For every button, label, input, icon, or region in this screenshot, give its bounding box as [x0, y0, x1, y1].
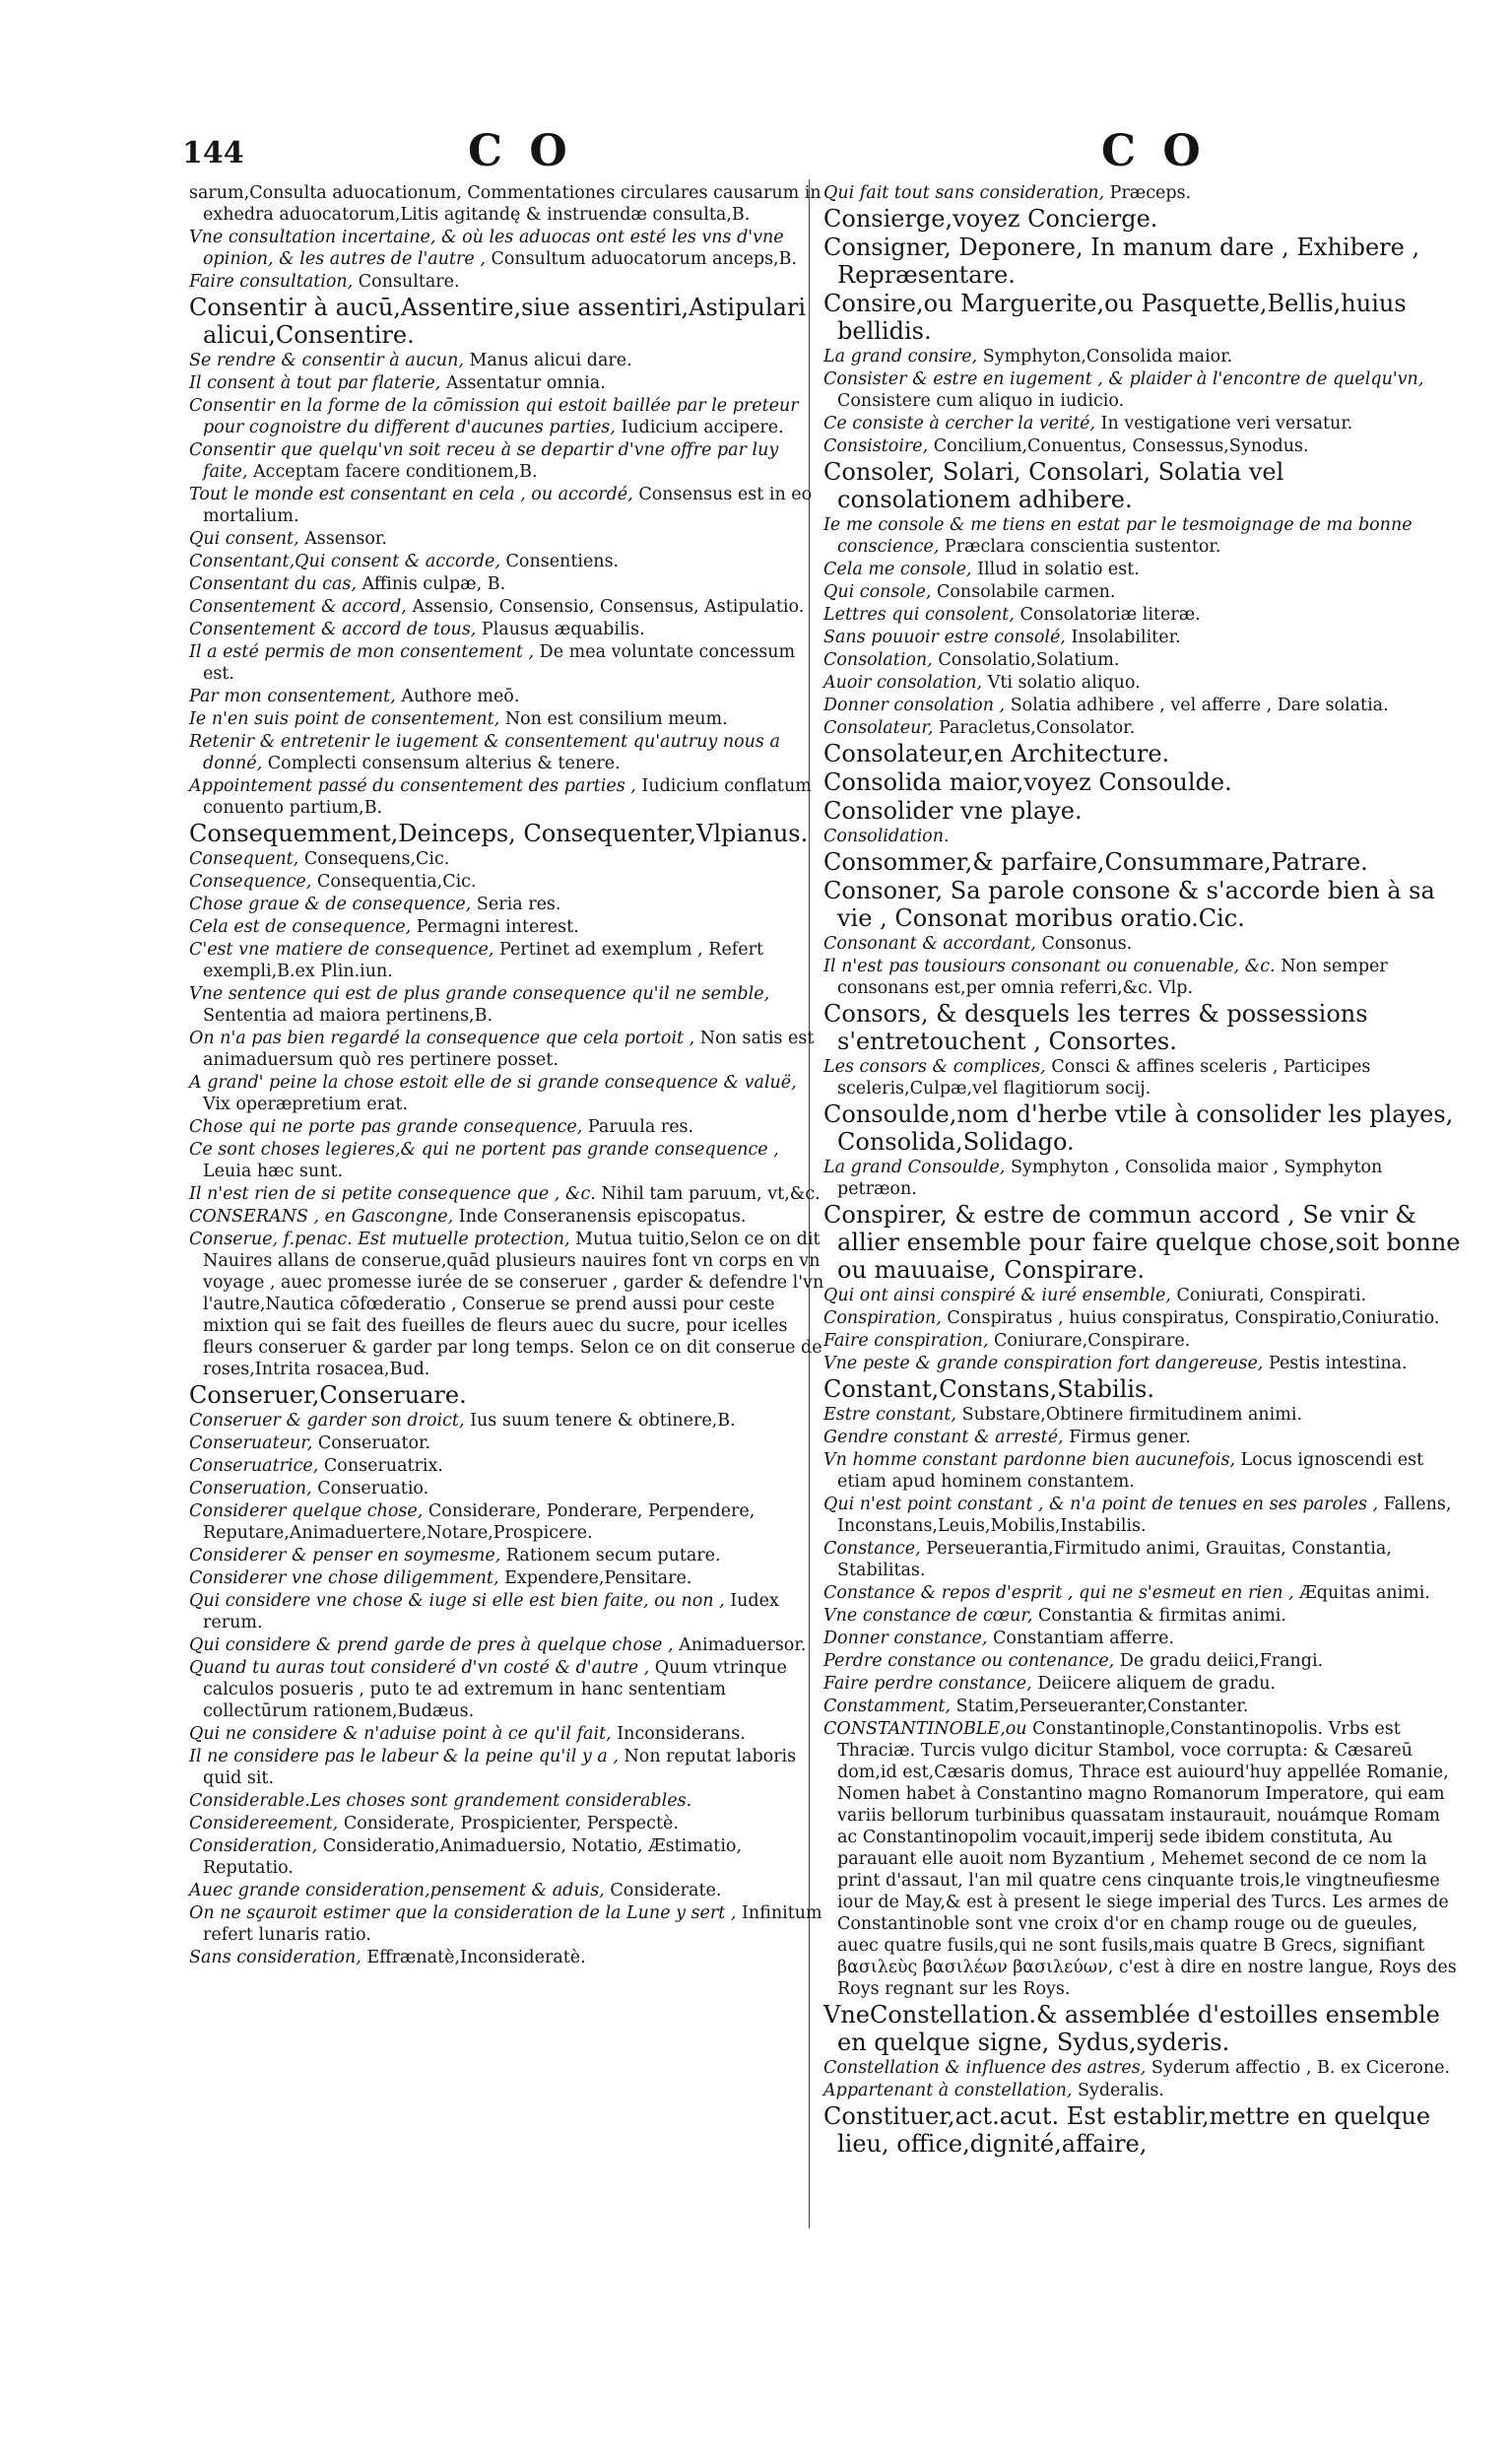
- entry-french: Consistoire,: [823, 436, 929, 456]
- entry-french: Chose graue & de consequence,: [189, 895, 472, 914]
- dictionary-entry: [823, 768, 1464, 796]
- entry-french: Il a esté permis de mon consentement ,: [189, 642, 535, 662]
- entry-french: Consequence,: [189, 872, 312, 892]
- dictionary-entry: [189, 372, 827, 394]
- entry-latin: Expendere,Pensitare.: [504, 1568, 692, 1588]
- entry-french: Lettres qui consolent,: [823, 605, 1015, 625]
- dictionary-entry: [823, 1605, 1464, 1627]
- entry-latin: Considerate.: [610, 1881, 722, 1900]
- entry-french: Appointement passé du consentement des parties ,: [189, 776, 636, 796]
- entry-latin: Constantiam afferre.: [993, 1629, 1175, 1648]
- entry-french: Qui considere vne chose & iuge si elle est bien faite, ou non ,: [189, 1591, 725, 1611]
- entry-french: Consentant,Qui consent & accorde,: [189, 552, 500, 571]
- entry-french: Vne consultation incertaine, & où les aduocas ont esté les vns d'vne opinion, & les autres de l'autre ,: [189, 228, 784, 269]
- dictionary-entry: [823, 233, 1464, 289]
- dictionary-entry: [189, 596, 827, 618]
- entry-latin: Coniurati, Conspirati.: [1176, 1286, 1367, 1305]
- entry-french: Consentir en la forme de la cōmission qui estoit baillée par le preteur pour cognoistre du different d'aucunes parties,: [189, 396, 799, 437]
- entry-latin: VneConstellation.& assemblée d'estoilles ensemble en quelque signe, Sydus,syderis.: [823, 2001, 1440, 2056]
- entry-latin: Consequemment,Deinceps, Consequenter,Vlpianus.: [189, 820, 809, 847]
- dictionary-entry: [189, 641, 827, 685]
- entry-latin: Firmus gener.: [1069, 1428, 1191, 1447]
- dictionary-entry: [189, 528, 827, 550]
- entry-french: Quand tu auras tout consideré d'vn costé & d'autre ,: [189, 1658, 650, 1678]
- entry-french: Conseruation,: [189, 1479, 312, 1498]
- entry-latin: Consierge,voyez Concierge.: [823, 205, 1158, 233]
- entry-latin: Assentatur omnia.: [445, 373, 606, 393]
- entry-french: Sans pouuoir estre consolé,: [823, 628, 1066, 647]
- entry-latin: Considerate, Prospicienter, Perspectè.: [343, 1814, 679, 1833]
- dictionary-entry: [189, 1183, 827, 1205]
- entry-latin: Consors, & desquels les terres & possessions s'entretouchent , Consortes.: [823, 1000, 1368, 1055]
- entry-latin: Iudicium accipere.: [621, 418, 784, 437]
- entry-latin: Consolida maior,voyez Consoulde.: [823, 768, 1232, 796]
- entry-latin: Ius suum tenere & obtinere,B.: [470, 1411, 736, 1431]
- entry-french: Faire perdre constance,: [823, 1674, 1032, 1694]
- entry-french: Conserue, f.penac. Est mutuelle protection,: [189, 1230, 570, 1249]
- entry-latin: Consentiens.: [505, 552, 620, 571]
- dictionary-entry: [823, 649, 1464, 671]
- dictionary-entry: [189, 1835, 827, 1879]
- dictionary-entry: [189, 775, 827, 819]
- dictionary-entry: [823, 1285, 1464, 1306]
- entry-latin: Symphyton,Consolida maior.: [982, 347, 1233, 366]
- entry-latin: Quum vtrinque calculos posueris , puto te ad extremum in hanc sententiam collectūrum rationem,Budæus.: [203, 1658, 787, 1721]
- entry-latin: Substare,Obtinere firmitudinem animi.: [961, 1405, 1303, 1425]
- entry-latin: Concilium,Conuentus, Consessus,Synodus.: [933, 436, 1309, 456]
- dictionary-entry: [189, 1590, 827, 1633]
- dictionary-entry: [823, 1375, 1464, 1403]
- dictionary-entry: [189, 848, 827, 870]
- entry-french: Appartenant à constellation,: [823, 2081, 1073, 2100]
- entry-latin: Nihil tam paruum, vt,&c.: [601, 1184, 821, 1204]
- entry-french: Perdre constance ou contenance,: [823, 1651, 1115, 1671]
- entry-french: Auec grande consideration,pensement & aduis,: [189, 1881, 605, 1900]
- dictionary-entry: [823, 1427, 1464, 1448]
- entry-latin: Manus alicui dare.: [469, 351, 632, 370]
- dictionary-entry: [823, 672, 1464, 694]
- entry-latin: Solatia adhibere , vel afferre , Dare solatia.: [1010, 696, 1389, 715]
- dictionary-entry: [189, 1455, 827, 1477]
- entry-latin: Coniurare,Conspirare.: [994, 1331, 1191, 1351]
- entry-french: Cela est de consequence,: [189, 917, 412, 937]
- dictionary-entry: [823, 182, 1464, 204]
- dictionary-entry: [823, 413, 1464, 434]
- entry-latin: Conseruatrix.: [323, 1456, 443, 1476]
- dictionary-entry: [823, 797, 1464, 825]
- running-header-left: C O: [468, 126, 573, 176]
- dictionary-entry: [823, 1353, 1464, 1374]
- entry-french: La grand Consoulde,: [823, 1158, 1006, 1177]
- entry-latin: Animaduersor.: [679, 1635, 807, 1655]
- entry-latin: Constantinople,Constantinopolis. Vrbs est Thraciæ. Turcis vulgo dicitur Stambol, voce corrupta: & Cæsareū dom,id est,Cæsaris domus, Thrace est auiourd'huy appellée Romanie, Nomen habet à Constantino magno Romanorum Imperatore, qui eam variis bellorum turbinibus quassatam instaurauit, nouámque Romam ac Constantinopolim vocauit,imperij sede ibidem constituta, Au parauant elle auoit nom Byzantium , Mehemet second de ce nom la print d'assaut, l'an mil quatre cens cinquante trois,le vingtneufiesme iour de May,& est à present le siege imperial des Turcs. Les armes de Constantinoble sont vne croix d'or en champ rouge ou de gueules, auec quatre fusils,qui ne sont fusils,mais quatre B Grecs, signifiant βασιλεὺς βασιλέων βασιλεύων, c'est à dire en nostre langue, Roys des Roys regnant sur les Roys.: [837, 1719, 1457, 1999]
- entry-french: Il n'est pas tousiours consonant ou conuenable, &c.: [823, 957, 1276, 976]
- dictionary-entry: [189, 1634, 827, 1656]
- entry-latin: Præceps.: [1109, 183, 1192, 203]
- entry-latin: Consolider vne playe.: [823, 797, 1083, 825]
- dictionary-entry: [823, 1582, 1464, 1604]
- dictionary-entry: [823, 740, 1464, 767]
- entry-latin: Illud in solatio est.: [977, 560, 1140, 579]
- entry-latin: Consolatoriæ literæ.: [1019, 605, 1201, 625]
- entry-french: CONSTANTINOBLE,ou: [823, 1719, 1027, 1739]
- entry-french: Par mon consentement,: [189, 687, 396, 706]
- entry-french: Faire conspiration,: [823, 1331, 989, 1351]
- dictionary-entry: [189, 573, 827, 595]
- entry-latin: Æquitas animi.: [1299, 1583, 1430, 1603]
- entry-french: Conseruer & garder son droict,: [189, 1411, 465, 1431]
- dictionary-entry: [823, 2001, 1464, 2056]
- entry-french: Retenir & entretenir le iugement & consentement qu'autruy nous a donné,: [189, 732, 780, 773]
- entry-french: Constamment,: [823, 1697, 952, 1716]
- entry-french: Se rendre & consentir à aucun,: [189, 351, 464, 370]
- entry-french: Considerer quelque chose,: [189, 1501, 424, 1521]
- entry-latin: Conseruer,Conseruare.: [189, 1381, 467, 1409]
- entry-latin: In vestigatione veri versatur.: [1100, 414, 1353, 433]
- running-header-right: C O: [1101, 126, 1207, 176]
- entry-french: Vn homme constant pardonne bien aucunefois,: [823, 1450, 1236, 1470]
- dictionary-entry: [189, 708, 827, 730]
- dictionary-entry: [823, 435, 1464, 457]
- dictionary-entry: [189, 983, 827, 1027]
- dictionary-entry: [823, 1718, 1464, 2000]
- dictionary-entry: [189, 871, 827, 893]
- entry-french: Considereement,: [189, 1814, 339, 1833]
- entry-french: Consentement & accord,: [189, 597, 407, 617]
- entry-latin: De gradu deiici,Frangi.: [1119, 1651, 1324, 1671]
- entry-french: Auoir consolation,: [823, 673, 983, 693]
- entry-latin: Consultare.: [358, 272, 460, 292]
- entry-latin: Inde Conseranensis episcopatus.: [458, 1207, 747, 1227]
- entry-latin: Conseruator.: [317, 1433, 431, 1453]
- dictionary-entry: [823, 346, 1464, 367]
- entry-latin: Consolateur,en Architecture.: [823, 740, 1170, 767]
- entry-french: Les consors & complices,: [823, 1057, 1046, 1077]
- entry-latin: Affinis culpæ, B.: [362, 574, 506, 594]
- entry-french: Qui consent,: [189, 529, 299, 549]
- dictionary-entry: [823, 933, 1464, 955]
- dictionary-entry: [823, 2080, 1464, 2101]
- dictionary-entry: [189, 1746, 827, 1789]
- entry-french: Ie n'en suis point de consentement,: [189, 709, 500, 729]
- dictionary-entry: [823, 1100, 1464, 1156]
- dictionary-entry: [189, 182, 827, 226]
- entry-latin: Insolabiliter.: [1071, 628, 1181, 647]
- dictionary-entry: [189, 395, 827, 438]
- dictionary-entry: [189, 686, 827, 707]
- entry-latin: Conseruatio.: [317, 1479, 429, 1498]
- entry-french: Considerer vne chose diligemment,: [189, 1568, 499, 1588]
- entry-french: Conseruateur,: [189, 1433, 313, 1453]
- dictionary-entry: [189, 1381, 827, 1409]
- entry-latin: Deiicere aliquem de gradu.: [1037, 1674, 1277, 1694]
- entry-french: Tout le monde est consentant en cela , ou accordé,: [189, 485, 633, 504]
- entry-latin: Consigner, Deponere, In manum dare , Exhibere , Repræsentare.: [823, 233, 1420, 289]
- dictionary-entry: [823, 514, 1464, 558]
- dictionary-entry: [189, 1478, 827, 1499]
- dictionary-entry: [823, 559, 1464, 580]
- entry-latin: Consoler, Solari, Consolari, Solatia vel consolationem adhibere.: [823, 458, 1284, 513]
- dictionary-entry: [823, 1449, 1464, 1493]
- entry-latin: Consolabile carmen.: [937, 582, 1116, 602]
- dictionary-entry: [823, 581, 1464, 603]
- dictionary-entry: [823, 1696, 1464, 1717]
- entry-french: Gendre constant & arresté,: [823, 1428, 1064, 1447]
- entry-french: Estre constant,: [823, 1405, 956, 1425]
- entry-french: C'est vne matiere de consequence,: [189, 940, 494, 960]
- dictionary-entry: [189, 1116, 827, 1138]
- entry-latin: Consequens,Cic.: [303, 849, 450, 869]
- entry-latin: Consequentia,Cic.: [316, 872, 477, 892]
- entry-french: Consideration,: [189, 1836, 318, 1856]
- entry-french: Vne peste & grande conspiration fort dangereuse,: [823, 1354, 1264, 1373]
- entry-latin: Non satis est animaduersum quò res pertinere posset.: [203, 1029, 815, 1070]
- entry-latin: Consommer,& parfaire,Consummare,Patrare.: [823, 848, 1368, 876]
- entry-french: Il ne considere pas le labeur & la peine qu'il y a ,: [189, 1747, 619, 1766]
- entry-latin: Leuia hæc sunt.: [203, 1162, 344, 1181]
- entry-french: Il n'est rien de si petite consequence que , &c.: [189, 1184, 596, 1204]
- entry-french: A grand' peine la chose estoit elle de si grande consequence & valuë,: [189, 1073, 797, 1093]
- dictionary-entry: [189, 1902, 827, 1946]
- dictionary-entry: [189, 1229, 827, 1380]
- entry-latin: Rationem secum putare.: [505, 1546, 721, 1565]
- entry-latin: Assensor.: [304, 529, 387, 549]
- entry-latin: Assensio, Consensio, Consensus, Astipulatio.: [412, 597, 805, 617]
- entry-latin: Non reputat laboris quid sit.: [203, 1747, 797, 1788]
- dictionary-entry: [823, 1056, 1464, 1099]
- right-column: [823, 182, 1464, 2159]
- entry-latin: Authore meō.: [401, 687, 520, 706]
- dictionary-entry: [189, 1657, 827, 1722]
- dictionary-entry: [823, 368, 1464, 412]
- dictionary-entry: [823, 1307, 1464, 1329]
- entry-latin: Permagni interest.: [416, 917, 579, 937]
- dictionary-entry: [189, 1028, 827, 1071]
- dictionary-entry: [189, 731, 827, 774]
- entry-latin: Seria res.: [476, 895, 561, 914]
- dictionary-entry: [189, 1410, 827, 1431]
- entry-latin: Consire,ou Marguerite,ou Pasquette,Bellis,huius bellidis.: [823, 290, 1407, 345]
- entry-french: Consolation,: [823, 650, 933, 670]
- entry-french: Consentant du cas,: [189, 574, 357, 594]
- entry-french: Vne constance de cœur,: [823, 1606, 1033, 1626]
- dictionary-entry: [823, 1650, 1464, 1672]
- dictionary-entry: [189, 271, 827, 293]
- dictionary-entry: [823, 1494, 1464, 1537]
- entry-latin: Sententia ad maiora pertinens,B.: [203, 1006, 493, 1026]
- entry-latin: Non est consilium meum.: [504, 709, 728, 729]
- entry-french: Ce sont choses legieres,& qui ne portent pas grande consequence ,: [189, 1140, 779, 1160]
- entry-latin: Mutua tuitio,Selon ce on dit Nauires allans de conserue,quād plusieurs nauires font vn corps en vn voyage , auec promesse iurée de se conseruer , garder & defendre l'vn l'autre,Nautica cōfœderatio , Conserue se prend aussi pour ceste mixtion qui se fait des fueilles de fleurs auec du sucre, pour icelles fleurs conseruer & garder par long temps. Selon ce on dit conserue de roses,Intrita rosacea,Bud.: [203, 1230, 824, 1379]
- dictionary-entry: [189, 619, 827, 640]
- entry-french: Constance,: [823, 1539, 921, 1559]
- entry-latin: Syderalis.: [1077, 2081, 1164, 2100]
- dictionary-entry: [189, 484, 827, 527]
- entry-french: Ie me console & me tiens en estat par le tesmoignage de ma bonne conscience,: [823, 515, 1413, 557]
- entry-french: Vne sentence qui est de plus grande consequence qu'il ne semble,: [189, 984, 770, 1004]
- dictionary-entry: [823, 1201, 1464, 1284]
- dictionary-entry: [189, 894, 827, 915]
- dictionary-entry: [189, 1813, 827, 1834]
- entry-latin: Infinitum refert lunaris ratio.: [203, 1903, 822, 1945]
- entry-french: Il consent à tout par flaterie,: [189, 373, 441, 393]
- entry-latin: Consoulde,nom d'herbe vtile à consolider les playes, Consolida,Solidago.: [823, 1100, 1454, 1156]
- entry-french: Consister & estre en iugement , & plaider à l'encontre de quelqu'vn,: [823, 369, 1424, 389]
- entry-latin: Pestis intestina.: [1268, 1354, 1408, 1373]
- entry-latin: Acceptam facere conditionem,B.: [253, 462, 538, 482]
- entry-latin: Plausus æquabilis.: [481, 620, 645, 639]
- entry-french: Consolidation.: [823, 827, 950, 846]
- dictionary-entry: [823, 627, 1464, 648]
- entry-latin: Iudex rerum.: [203, 1591, 779, 1632]
- entry-latin: Syderum affectio , B. ex Cicerone.: [1150, 2058, 1451, 2078]
- entry-french: Sans consideration,: [189, 1948, 362, 1967]
- dictionary-entry: [189, 1072, 827, 1115]
- dictionary-entry: [823, 2102, 1464, 2158]
- dictionary-entry: [823, 1628, 1464, 1649]
- entry-french: Cela me console,: [823, 560, 972, 579]
- entry-latin: Consideratio,Animaduersio, Notatio, Æstimatio, Reputatio.: [203, 1836, 743, 1878]
- entry-french: Donner constance,: [823, 1629, 988, 1648]
- dictionary-entry: [823, 1157, 1464, 1200]
- entry-latin: Consolatio,Solatium.: [938, 650, 1120, 670]
- entry-latin: Constituer,act.acut. Est establir,mettre en quelque lieu, office,dignité,affaire,: [823, 2102, 1431, 2158]
- dictionary-entry: [823, 1673, 1464, 1695]
- dictionary-entry: [189, 1139, 827, 1182]
- dictionary-entry: [189, 1567, 827, 1589]
- entry-french: Qui considere & prend garde de pres à quelque chose ,: [189, 1635, 674, 1655]
- entry-latin: Considerare, Ponderare, Perpendere, Reputare,Animaduertere,Notare,Prospicere.: [203, 1501, 756, 1543]
- entry-latin: Vti solatio aliquo.: [987, 673, 1141, 693]
- dictionary-entry: [189, 1790, 827, 1812]
- entry-latin: Non semper consonans est,per omnia referri,&c. Vlp.: [837, 957, 1388, 998]
- entry-french: Considerable.Les choses sont grandement considerables.: [189, 1791, 692, 1811]
- entry-latin: De mea voluntate concessum est.: [203, 642, 796, 684]
- dictionary-entry: [189, 294, 827, 349]
- dictionary-entry: [189, 439, 827, 483]
- entry-latin: Inconsiderans.: [617, 1724, 746, 1744]
- entry-latin: Effrænatè,Inconsideratè.: [366, 1948, 586, 1967]
- entry-latin: Præclara conscientia sustentor.: [944, 537, 1221, 557]
- entry-latin: Complecti consensum alterius & tenere.: [267, 754, 621, 773]
- entry-latin: Symphyton , Consolida maior , Symphyton petræon.: [837, 1158, 1383, 1199]
- entry-french: Qui ont ainsi conspiré & iuré ensemble,: [823, 1286, 1171, 1305]
- dictionary-entry: [823, 717, 1464, 739]
- entry-french: Considerer & penser en soymesme,: [189, 1546, 501, 1565]
- dictionary-entry: [189, 1947, 827, 1968]
- entry-latin: Conspiratus , huius conspiratus, Conspiratio,Coniuratio.: [947, 1308, 1440, 1328]
- entry-french: Ce consiste à cercher la verité,: [823, 414, 1096, 433]
- dictionary-entry: [189, 1432, 827, 1454]
- dictionary-entry: [823, 604, 1464, 626]
- dictionary-entry: [189, 939, 827, 982]
- entry-french: Chose qui ne porte pas grande consequence,: [189, 1117, 583, 1137]
- dictionary-entry: [823, 1000, 1464, 1055]
- dictionary-entry: [189, 1500, 827, 1544]
- dictionary-entry: [189, 551, 827, 572]
- entry-latin: Iudicium conflatum conuento partium,B.: [203, 776, 812, 818]
- entry-french: Qui fait tout sans consideration,: [823, 183, 1105, 203]
- entry-french: Consentir que quelqu'vn soit receu à se departir d'vne offre par luy faite,: [189, 440, 779, 482]
- entry-latin: Constant,Constans,Stabilis.: [823, 1375, 1154, 1403]
- dictionary-entry: [823, 1404, 1464, 1426]
- dictionary-entry: [823, 877, 1464, 932]
- entry-latin: Consultum aduocatorum anceps,B.: [491, 249, 798, 269]
- left-column: [189, 182, 827, 1969]
- entry-latin: Consensus est in eo mortalium.: [203, 485, 813, 526]
- entry-latin: Statim,Perseueranter,Constanter.: [955, 1697, 1249, 1716]
- entry-french: Faire consultation,: [189, 272, 354, 292]
- entry-latin: Fallens, Inconstans,Leuis,Mobilis,Instabilis.: [837, 1495, 1452, 1536]
- entry-french: Conseruatrice,: [189, 1456, 319, 1476]
- dictionary-entry: [189, 350, 827, 371]
- dictionary-entry: [823, 1538, 1464, 1581]
- entry-french: CONSERANS , en Gascongne,: [189, 1207, 454, 1227]
- dictionary-entry: [189, 916, 827, 938]
- dictionary-entry: [823, 1330, 1464, 1352]
- dictionary-entry: [823, 848, 1464, 876]
- entry-latin: Vix operæpretium erat.: [203, 1095, 409, 1114]
- entry-latin: Pertinet ad exemplum , Refert exempli,B.ex Plin.iun.: [203, 940, 764, 981]
- entry-french: Qui console,: [823, 582, 932, 602]
- entry-french: Consonant & accordant,: [823, 934, 1036, 954]
- entry-latin: Paruula res.: [587, 1117, 694, 1137]
- entry-latin: Perseuerantia,Firmitudo animi, Grauitas, Constantia, Stabilitas.: [837, 1539, 1392, 1580]
- dictionary-entry: [189, 1880, 827, 1901]
- dictionary-entry: [189, 1206, 827, 1228]
- entry-latin: Locus ignoscendi est etiam apud hominem constantem.: [837, 1450, 1424, 1492]
- entry-latin: Consonus.: [1041, 934, 1133, 954]
- entry-french: Consolateur,: [823, 718, 934, 738]
- entry-french: Qui n'est point constant , & n'a point de tenues en ses paroles ,: [823, 1495, 1379, 1514]
- dictionary-entry: [823, 290, 1464, 345]
- dictionary-entry: [823, 205, 1464, 233]
- dictionary-entry: [823, 956, 1464, 999]
- entry-latin: Consistere cum aliquo in iudicio.: [837, 391, 1125, 411]
- dictionary-entry: [189, 820, 827, 847]
- entry-french: Qui ne considere & n'aduise point à ce qu'il fait,: [189, 1724, 612, 1744]
- dictionary-entry: [189, 227, 827, 270]
- entry-french: La grand consire,: [823, 347, 978, 366]
- entry-latin: Constantia & firmitas animi.: [1037, 1606, 1286, 1626]
- entry-latin: sarum,Consulta aduocationum, Commentationes circulares causarum in exhedra aduocatorum,Litis agitandę & instruendæ consulta,B.: [189, 183, 822, 225]
- entry-french: On n'a pas bien regardé la consequence que cela portoit ,: [189, 1029, 695, 1048]
- entry-latin: Consoner, Sa parole consone & s'accorde bien à sa vie , Consonat moribus oratio.Cic.: [823, 877, 1435, 932]
- entry-latin: Consentir à aucū,Assentire,siue assentiri,Astipulari alicui,Consentire.: [189, 294, 807, 349]
- page-number: 144: [182, 136, 244, 170]
- entry-latin: Paracletus,Consolator.: [939, 718, 1136, 738]
- dictionary-entry: [823, 458, 1464, 513]
- dictionary-entry: [189, 1723, 827, 1745]
- entry-french: Consequent,: [189, 849, 299, 869]
- entry-french: On ne sçauroit estimer que la consideration de la Lune y sert ,: [189, 1903, 737, 1923]
- dictionary-entry: [823, 695, 1464, 716]
- entry-french: Constellation & influence des astres,: [823, 2058, 1147, 2078]
- entry-french: Constance & repos d'esprit , qui ne s'esmeut en rien ,: [823, 1583, 1294, 1603]
- entry-latin: Consci & affines sceleris , Participes sceleris,Culpæ,vel flagitiorum socij.: [837, 1057, 1371, 1098]
- dictionary-entry: [823, 826, 1464, 847]
- dictionary-entry: [189, 1545, 827, 1566]
- entry-french: Conspiration,: [823, 1308, 942, 1328]
- entry-french: Donner consolation ,: [823, 696, 1006, 715]
- entry-french: Consentement & accord de tous,: [189, 620, 477, 639]
- dictionary-entry: [823, 2057, 1464, 2079]
- entry-latin: Conspirer, & estre de commun accord , Se vnir & allier ensemble pour faire quelque chose,soit bonne ou mauuaise, Conspirare.: [823, 1201, 1461, 1284]
